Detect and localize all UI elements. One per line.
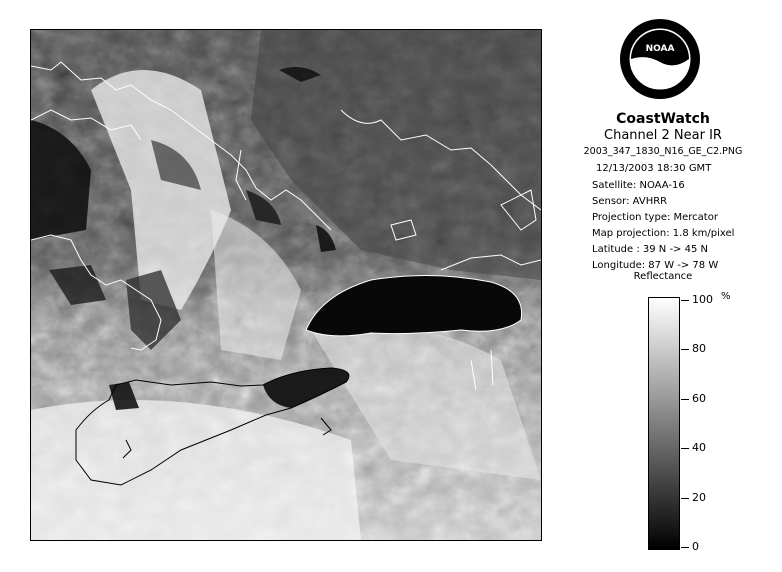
colorbar-tick [681,399,689,400]
colorbar-tick [681,448,689,449]
colorbar-tick-label: 0 [692,540,699,553]
colorbar-tick-label: 20 [692,490,706,504]
channel-label: Channel 2 Near IR [604,128,722,143]
sensor-label: Sensor: AVHRR [592,196,668,207]
colorbar-tick [681,498,689,499]
colorbar-tick-label: 40 [692,441,706,455]
colorbar-tick-label: 100 [692,293,713,306]
reflectance-colorbar [648,297,680,550]
product-title: CoastWatch [616,111,710,127]
longitude-range: Longitude: 87 W -> 78 W [592,260,719,271]
satellite-label: Satellite: NOAA-16 [592,180,685,191]
colorbar-tick [681,547,689,548]
logo-text: NOAA [645,44,675,54]
colorbar-tick [681,349,689,350]
colorbar-tick-label: 80 [692,342,706,356]
legend-title: Reflectance [633,271,693,282]
colorbar-tick [681,300,689,301]
latitude-range: Latitude : 39 N -> 45 N [592,244,708,255]
image-filename: 2003_347_1830_N16_GE_C2.PNG [583,146,743,157]
legend-unit: % [721,291,731,302]
noaa-logo [619,18,701,100]
date-time: 12/13/2003 18:30 GMT [596,163,712,174]
map-projection: Map projection: 1.8 km/pixel [592,228,735,239]
satellite-image [30,29,542,541]
colorbar-tick-label: 60 [692,391,706,405]
projection-type: Projection type: Mercator [592,212,718,223]
